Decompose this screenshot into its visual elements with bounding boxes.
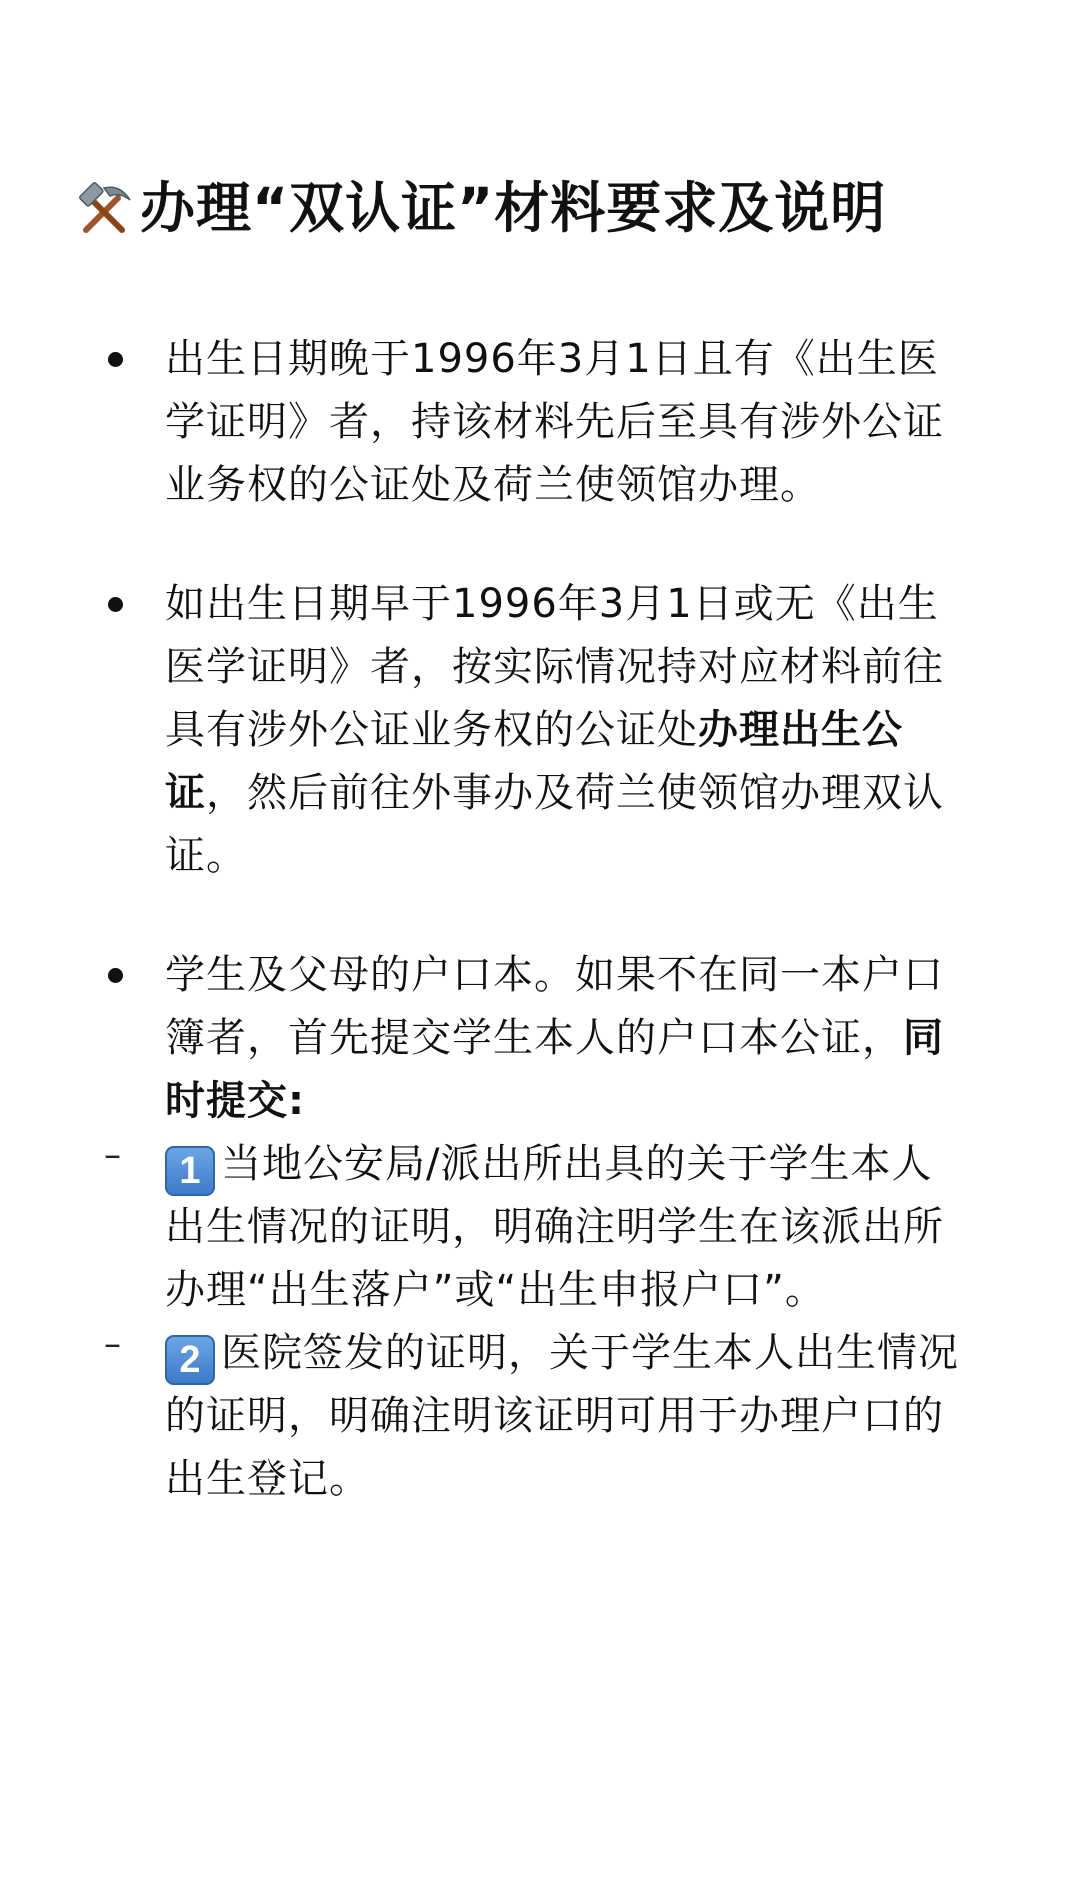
item-2-line-4-bold: 证 [165,770,206,816]
item-3-line-2-bold: 同 [903,1015,944,1061]
dash-marker: – [104,1324,122,1364]
dash-marker: – [104,1135,122,1175]
keycap-1-icon: 1 [165,1146,215,1196]
sub-1-line-1-text: 当地公安局/派出所出具的关于学生本人 [221,1141,933,1187]
bullet-dot [108,968,123,983]
item-2-line-3 [165,699,1020,762]
item-2-line-3-bold: 办理出生公 [698,707,903,753]
item-2-line-2: 医学证明》者，按实际情况持对应材料前往 [165,644,944,690]
sub-1-line-3: 办理“出生落户”或“出生申报户口”。 [165,1267,826,1313]
item-2-line-1: 如出生日期早于1996年3月1日或无《出生 [165,581,939,627]
bullet-dot [108,352,123,367]
hammer-and-pick-icon [74,178,134,238]
sub-list-item [74,1322,1020,1511]
list-item [74,573,1020,888]
item-2-line-4 [165,762,1020,825]
list-item [74,328,1020,517]
item-1-line-3: 业务权的公证处及荷兰使领馆办理。 [165,462,821,508]
sub-2-line-3: 出生登记。 [165,1456,370,1502]
item-3-line-2 [165,1007,1020,1070]
sub-2-line-2: 的证明，明确注明该证明可用于办理户口的 [165,1393,944,1439]
item-3-line-2-text: 簿者，首先提交学生本人的户口本公证， [165,1015,903,1061]
title-row [74,168,1020,248]
item-2-line-4-text: ，然后前往外事办及荷兰使领馆办理双认 [206,770,944,816]
sub-1-line-2: 出生情况的证明，明确注明学生在该派出所 [165,1204,944,1250]
keycap-2-icon: 2 [165,1335,215,1385]
item-2-line-3-text: 具有涉外公证业务权的公证处 [165,707,698,753]
sub-1-line-1 [165,1133,1020,1196]
sub-2-line-1-text: 医院签发的证明，关于学生本人出生情况 [221,1330,959,1376]
list-item [74,944,1020,1133]
bullet-dot [108,597,123,612]
sub-list-item [74,1133,1020,1322]
item-3-line-3: 时提交: [165,1078,305,1124]
item-1-line-1: 出生日期晚于1996年3月1日且有《出生医 [165,336,939,382]
item-1-line-2: 学证明》者，持该材料先后至具有涉外公证 [165,399,944,445]
sub-2-line-1 [165,1322,1020,1385]
item-3-line-1: 学生及父母的户口本。如果不在同一本户口 [165,952,944,998]
item-2-line-5: 证。 [165,833,247,879]
page-title: 办理“双认证”材料要求及说明 [140,176,887,240]
